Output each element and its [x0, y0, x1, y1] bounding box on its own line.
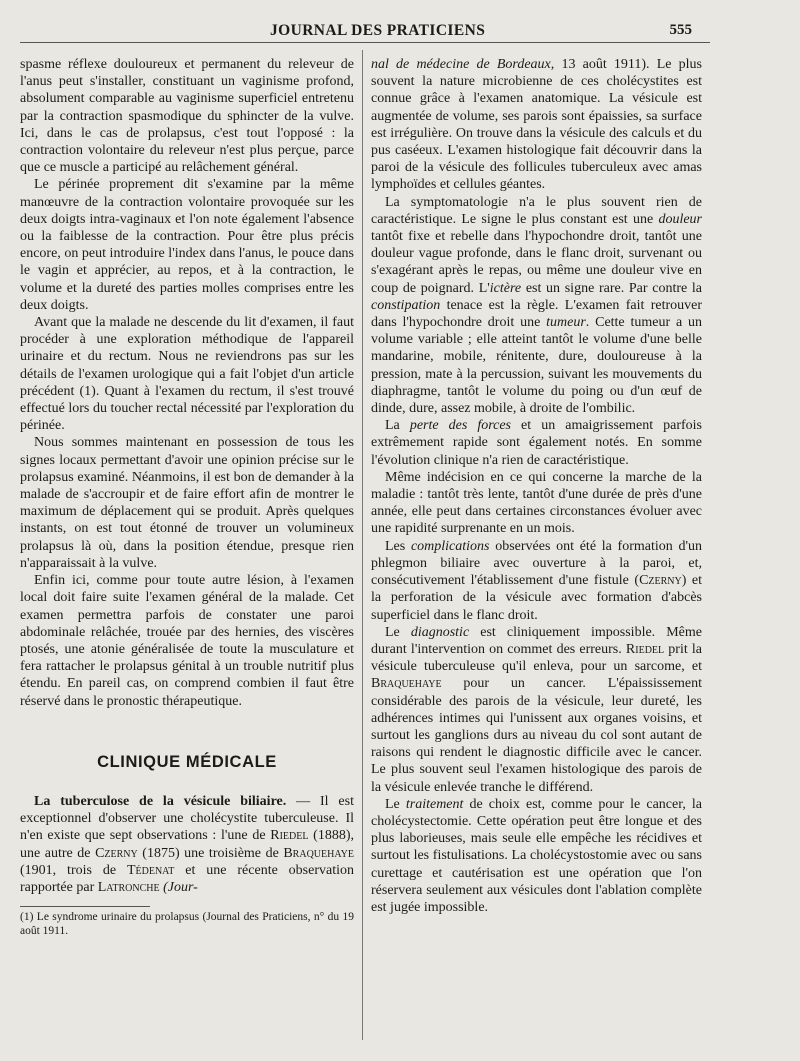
text-run: (1888), une autre de: [20, 828, 354, 861]
text-run: pour un cancer. L'épaississement considérable des parois de la vésicule, leur dureté, les adhérences intimes qui l'unissent aux organes voisins, et surtout les ganglions durs au niveau du col sont autant de raisons qui rendent le diagnostic difficile avec le cancer. Le plus souvent seul l'examen histologique des parois de la vésicule enlevée tranche le différend.: [371, 676, 702, 795]
emphasis: douleur: [658, 211, 702, 227]
author-name: Riedel: [625, 641, 665, 657]
text-run: et un amaigrissement parfois extrêmement rapide sont également notés. En somme l'évolution clinique n'a rien de caractéristique.: [371, 418, 703, 468]
text-run: ) et la perforation de la vésicule avec formation d'abcès superficiel dans le flanc droit.: [371, 573, 702, 623]
article-title: La tuberculose de la vésicule biliaire.: [34, 793, 287, 809]
emphasis: constipation: [371, 297, 441, 313]
text-run: Le: [385, 624, 411, 640]
text-run: de choix est, comme pour le cancer, la cholécystectomie. Cette opération peut être longue et des plus laborieuses, mais seule elle empêche les récidives et surtout les fistulisations. La cholécystostomie avec ou sans curettage et cautérisation est une opération que l'on réservera seulement aux vésicules dont l'ablation complète est jugée impossible.: [371, 796, 703, 915]
header-rule: [20, 42, 710, 43]
author-name: Braquehaye: [283, 845, 354, 861]
author-name: Tédenat: [126, 862, 175, 878]
journal-citation: nal de médecine de Bordeaux,: [371, 57, 555, 72]
text-run: La symptomatologie n'a le plus souvent rien de caractéristique. Le signe le plus constant est une: [371, 194, 702, 227]
emphasis: tumeur: [546, 315, 586, 331]
paragraph: [371, 194, 702, 418]
text-run: est un signe rare. Par contre la: [521, 280, 702, 296]
text-run: tenace est la règle. L'examen fait retrouver dans l'hypochondre droit une: [371, 297, 702, 331]
text-run: . Cette tumeur a un volume variable ; elle atteint tantôt le volume d'une belle mandarine, mobile, rénitente, dure, douloureuse à la pression, mate à la percussion, suivant les mouvements du diaphragme, tantôt le volume du poing ou d'un œuf de dinde, dure, assez mobile, à droite de l'ombilic.: [371, 315, 702, 417]
text-run: et une récente observation rapportée par: [20, 862, 355, 895]
section-title: CLINIQUE MÉDICALE: [97, 752, 277, 771]
emphasis: perte des forces: [409, 418, 512, 434]
text-run: — Il est exceptionnel d'observer une cholécystite tuberculeuse. Il n'en existe que sept observations : l'une de: [20, 793, 354, 844]
article-paragraph: [20, 793, 354, 896]
author-name: Czerny: [639, 573, 682, 589]
text-run: Le: [385, 796, 406, 812]
text-run: 13 août 1911). Le plus souvent la nature microbienne de ces cholécystites est connue grâce à l'examen anatomique. La vésicule est augmentée de volume, ses parois sont épaissies, sa surface est irrégulière. On trouve dans la vésicule des calculs et du pus caséeux. L'examen histologique fait découvrir dans la paroi de la vésicule des follicules tuberculeux avec amas lymphoïdes et cellules géantes.: [371, 57, 702, 193]
emphasis: traitement: [405, 796, 464, 812]
text-run: (1875) une troisième de: [137, 845, 284, 861]
paragraph: [371, 624, 702, 796]
footnote: (1) Le syndrome urinaire du prolapsus (Journal des Praticiens, n° du 19 août 1911.: [20, 911, 354, 937]
paragraph: Nous sommes maintenant en possession de tous les signes locaux permettant d'avoir une opinion précise sur le prolapsus examiné. Néanmoins, il est bon de demander à la malade de s'accroupir et de faire effort afin de montrer le maximum de déplacement qui se produit. Après quelques instants, on est tout étonné de trouver un volumineux prolapsus là où, dans la position étendue, presque rien n'apparaissait à la vulve.: [20, 435, 354, 571]
paragraph: Même indécision en ce qui concerne la marche de la maladie : tantôt très lente, tantôt d'une durée de près d'une année, elle peut dans certaines circonstances évoluer avec une rapidité surprenante en un mois.: [371, 469, 702, 537]
paragraph: [371, 796, 702, 916]
text-run: Les: [385, 538, 411, 554]
left-column: [20, 56, 354, 938]
text-run: (Jour-: [159, 879, 198, 895]
paragraph: Le périnée proprement dit s'examine par la même manœuvre de la contraction volontaire provoquée sur les deux doigts intra-vaginaux et l'on note également l'absence ou la faiblesse de la contraction. Pour être plus précis encore, on peut introduire l'index dans l'anus, le pouce dans le vagin et apprécier, au repos, et à la contraction, le volume et la dureté des parties molles comprises entre les deux doigts.: [20, 177, 354, 313]
paragraph: spasme réflexe douloureux et permanent du releveur de l'anus peut s'installer, constituant un vaginisme profond, absolument comparable au vaginisme superficiel entretenu par la contraction spasmodique du sphincter de la vulve. Ici, dans le cas de prolapsus, c'est tout l'opposé : la contraction volontaire du releveur n'est plus perçue, parce que ce muscle a participé au relâchement général.: [20, 57, 354, 176]
right-column: [371, 56, 702, 916]
footnote-rule: [20, 906, 150, 907]
text-run: La: [385, 418, 410, 434]
emphasis: diagnostic: [410, 624, 470, 640]
column-divider: [362, 50, 363, 1040]
text-run: tantôt fixe et rebelle dans l'hypochondre droit, tantôt une douleur vague profonde, dans le flanc droit, survenant ou s'exagérant après le repas, ou même une douleur vive en coup de poignard. L': [371, 229, 702, 296]
author-name: Braquehaye: [371, 676, 442, 692]
paragraph: [371, 538, 702, 624]
emphasis: complications: [410, 538, 490, 554]
paragraph: Avant que la malade ne descende du lit d'examen, il faut procéder à une exploration méthodique de l'appareil urinaire et du rectum. Nous ne reviendrons pas sur les détails de l'examen urologique qui a fait l'objet d'un article précédent (1). Quant à l'examen du rectum, il s'est trouvé effectué lors du toucher rectal nécessité par l'exploration du périnée.: [20, 315, 354, 434]
author-name: Czerny: [95, 845, 138, 861]
text-run: prit la vésicule tuberculeuse qu'il enleva, pour un sarcome, et: [371, 641, 703, 675]
page-number: 555: [669, 22, 692, 38]
text-run: (1901, trois de: [20, 862, 127, 878]
paragraph: Enfin ici, comme pour toute autre lésion, à l'examen local doit faire suite l'examen général de la malade. Cet examen permettra parfois de constater une paroi abdominale relâchée, trouée par des hernies, des viscères ptosés, une atonie généralisée de toute la musculature et fera rattacher le prolapsus génital à un trouble nutritif plus étendu. En pareil cas, on comprend combien il faut être réservé dans le pronostic thérapeutique.: [20, 573, 354, 709]
paragraph: [371, 417, 702, 469]
author-name: Riedel: [270, 828, 309, 844]
paragraph: [371, 56, 702, 194]
text-run: observées ont été la formation d'un phlegmon biliaire avec ouverture à la paroi, et, consécutivement l'établissement d'une fistule (: [371, 538, 702, 589]
author-name: Latronche: [97, 879, 160, 895]
emphasis: ictère: [489, 280, 522, 296]
running-head: JOURNAL DES PRATICIENS: [270, 22, 486, 39]
text-run: est cliniquement impossible. Même durant l'intervention on commet des erreurs.: [371, 624, 702, 657]
